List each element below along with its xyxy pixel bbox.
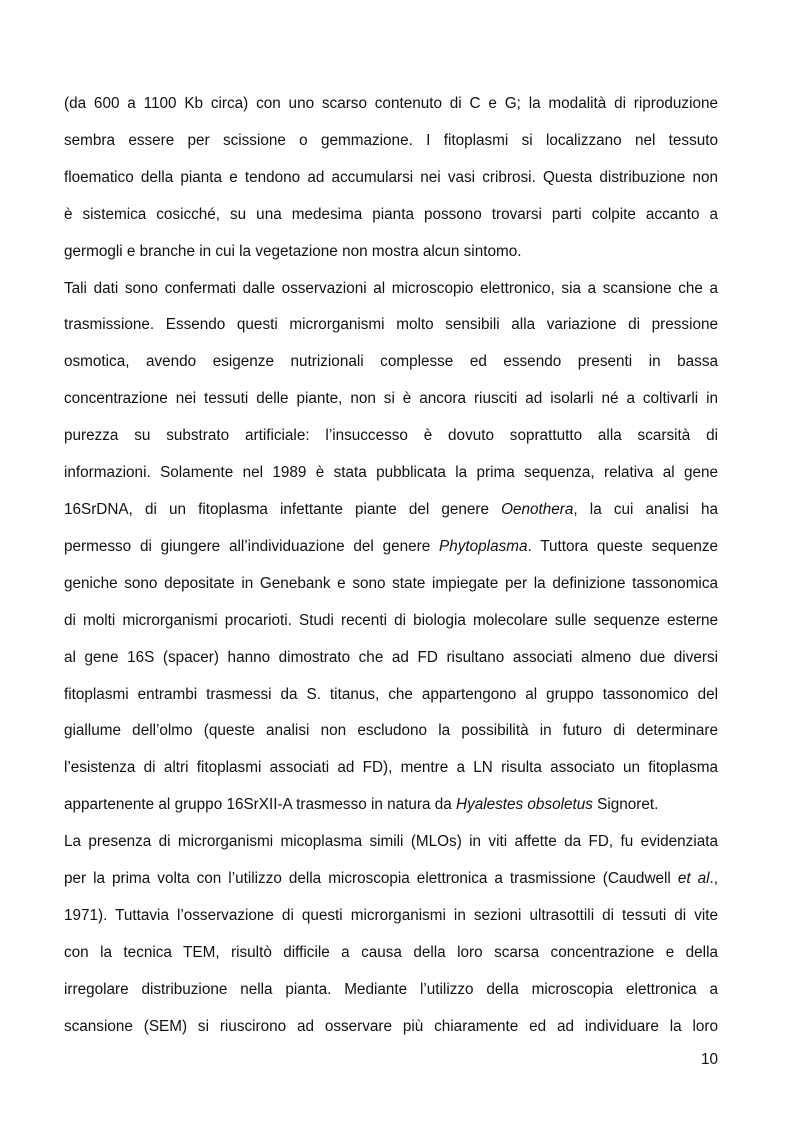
text-run: concentrazione nei tessuti delle piante, non si è ancora riusciti ad isolarli né a coltivarli in <box>64 390 718 408</box>
text-line <box>64 532 718 569</box>
text-run: con la tecnica TEM, risultò difficile a causa della loro scarsa concentrazione e della <box>64 943 718 961</box>
text-run: è sistemica cosicché, su una medesima pianta possono trovarsi parti colpite accanto a <box>64 205 718 223</box>
text-run: Signoret. <box>592 796 659 814</box>
text-run: . Tuttora queste sequenze <box>527 537 718 555</box>
text-line <box>64 126 718 163</box>
text-run: La presenza di microrganismi micoplasma simili (MLOs) in viti affette da FD, fu evidenziata <box>64 833 718 851</box>
text-run: al gene 16S (spacer) hanno dimostrato che ad FD risultano associati almeno due diversi <box>64 648 718 666</box>
paragraph <box>64 827 718 1048</box>
italic-term: Phytoplasma <box>439 537 528 555</box>
text-run: sembra essere per scissione o gemmazione. I fitoplasmi si localizzano nel tessuto <box>64 131 718 149</box>
text-line <box>64 606 718 643</box>
text-line <box>64 163 718 200</box>
text-line <box>64 274 718 311</box>
text-run: per la prima volta con l’utilizzo della microscopia elettronica a trasmissione (Caudwell <box>64 870 678 888</box>
text-run: 1971). Tuttavia l’osservazione di questi microrganismi in sezioni ultrasottili di tessuti di vite <box>64 906 718 924</box>
text-run: l’esistenza di altri fitoplasmi associati ad FD), mentre a LN risulta associato un fitoplasma <box>64 759 718 777</box>
body-text <box>64 89 718 1049</box>
text-run: purezza su substrato artificiale: l’insuccesso è dovuto soprattutto alla scarsità di <box>64 427 718 445</box>
text-run: (da 600 a 1100 Kb circa) con uno scarso contenuto di C e G; la modalità di riproduzione <box>64 95 718 112</box>
text-run: appartenente al gruppo 16SrXII-A trasmesso in natura da <box>64 796 457 814</box>
text-run: Tali dati sono confermati dalle osservazioni al microscopio elettronico, sia a scansione che a <box>64 279 718 297</box>
text-run: 16SrDNA, di un fitoplasma infettante piante del genere <box>64 500 502 518</box>
text-run: floematico della pianta e tendono ad accumularsi nei vasi cribrosi. Questa distribuzione non <box>64 168 718 186</box>
text-line <box>64 569 718 606</box>
text-run: scansione (SEM) si riuscirono ad osservare più chiaramente ed ad individuare la loro <box>64 1017 718 1035</box>
text-line <box>64 421 718 458</box>
paragraph <box>64 274 718 828</box>
text-line <box>64 680 718 717</box>
text-run: di molti microrganismi procarioti. Studi recenti di biologia molecolare sulle sequenze esterne <box>64 611 718 629</box>
text-run: giallume dell’olmo (queste analisi non escludono la possibilità in futuro di determinare <box>64 722 718 740</box>
italic-term: et al <box>677 870 710 888</box>
italic-term: Oenothera <box>501 500 574 518</box>
text-line <box>64 716 718 753</box>
text-line <box>64 864 718 901</box>
text-run: fitoplasmi entrambi trasmessi da S. titanus, che appartengono al gruppo tassonomico del <box>64 685 718 703</box>
text-run: trasmissione. Essendo questi microrganismi molto sensibili alla variazione di pressione <box>64 316 718 334</box>
text-run: geniche sono depositate in Genebank e sono state impiegate per la definizione tassonomica <box>64 574 718 592</box>
text-line <box>64 1012 718 1049</box>
text-run: permesso di giungere all’individuazione del genere <box>64 537 440 555</box>
text-line <box>64 790 718 827</box>
paragraph <box>64 89 718 274</box>
text-line <box>64 310 718 347</box>
text-line <box>64 827 718 864</box>
text-line <box>64 384 718 421</box>
text-line <box>64 643 718 680</box>
page-number: 10 <box>700 1051 718 1068</box>
text-line <box>64 495 718 532</box>
text-line <box>64 901 718 938</box>
text-run: informazioni. Solamente nel 1989 è stata pubblicata la prima sequenza, relativa al gene <box>64 464 718 482</box>
text-run: , la cui analisi ha <box>573 500 718 518</box>
text-run: osmotica, avendo esigenze nutrizionali complesse ed essendo presenti in bassa <box>64 353 718 371</box>
text-run: irregolare distribuzione nella pianta. Mediante l’utilizzo della microscopia elettronica a <box>64 980 718 998</box>
italic-term: Hyalestes obsoletus <box>456 796 593 814</box>
text-line <box>64 975 718 1012</box>
text-line <box>64 753 718 790</box>
text-run: germogli e branche in cui la vegetazione non mostra alcun sintomo. <box>64 242 522 260</box>
text-run: ., <box>709 870 718 888</box>
text-line <box>64 200 718 237</box>
text-line <box>64 938 718 975</box>
text-line <box>64 347 718 384</box>
text-line <box>64 458 718 495</box>
text-line <box>64 89 718 126</box>
text-line <box>64 237 718 274</box>
